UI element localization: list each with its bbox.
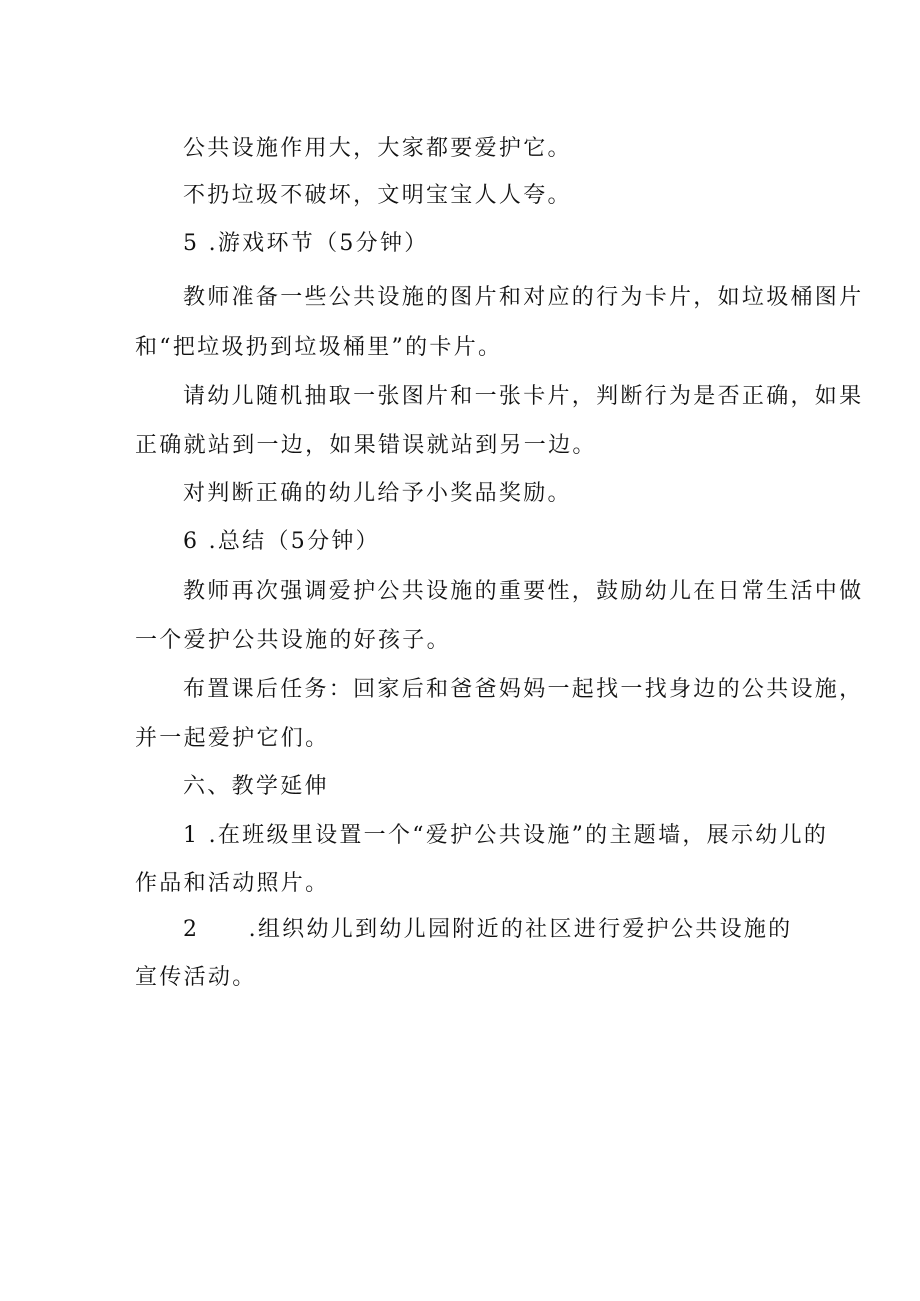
paragraph-line: 并一起爱护它们。 [135, 726, 330, 751]
paragraph-line: 作品和活动照片。 [135, 871, 330, 896]
paragraph-line: 公共设施作用大，大家都要爱护它。 [183, 136, 572, 161]
paragraph-line: 宣传活动。 [135, 965, 257, 990]
paragraph-line: 请幼儿随机抽取一张图片和一张卡片，判断行为是否正确，如果 [183, 384, 864, 409]
paragraph-line: 不扔垃圾不破坏，文明宝宝人人夸。 [183, 183, 572, 208]
paragraph-line: 对判断正确的幼儿给予小奖品奖励。 [183, 481, 572, 506]
section-heading: 6 .总结（5分钟） [183, 529, 380, 554]
paragraph-line: 布置课后任务：回家后和爸爸妈妈一起找一找身边的公共设施， [183, 677, 864, 702]
paragraph-line: 教师准备一些公共设施的图片和对应的行为卡片，如垃圾桶图片 [183, 285, 864, 310]
section-heading: 5 .游戏环节（5分钟） [183, 231, 429, 256]
paragraph-line: 一个爱护公共设施的好孩子。 [135, 628, 451, 653]
section-heading: 六、教学延伸 [183, 774, 329, 799]
paragraph-line: 正确就站到一边，如果错误就站到另一边。 [135, 433, 597, 458]
paragraph-line: 教师再次强调爱护公共设施的重要性，鼓励幼儿在日常生活中做 [183, 579, 864, 604]
paragraph-line: 1 .在班级里设置一个“爱护公共设施”的主题墙，展示幼儿的 [183, 823, 829, 848]
paragraph-line: 2 .组织幼儿到幼儿园附近的社区进行爱护公共设施的 [183, 917, 793, 942]
paragraph-line: 和“把垃圾扔到垃圾桶里”的卡片。 [135, 335, 503, 360]
